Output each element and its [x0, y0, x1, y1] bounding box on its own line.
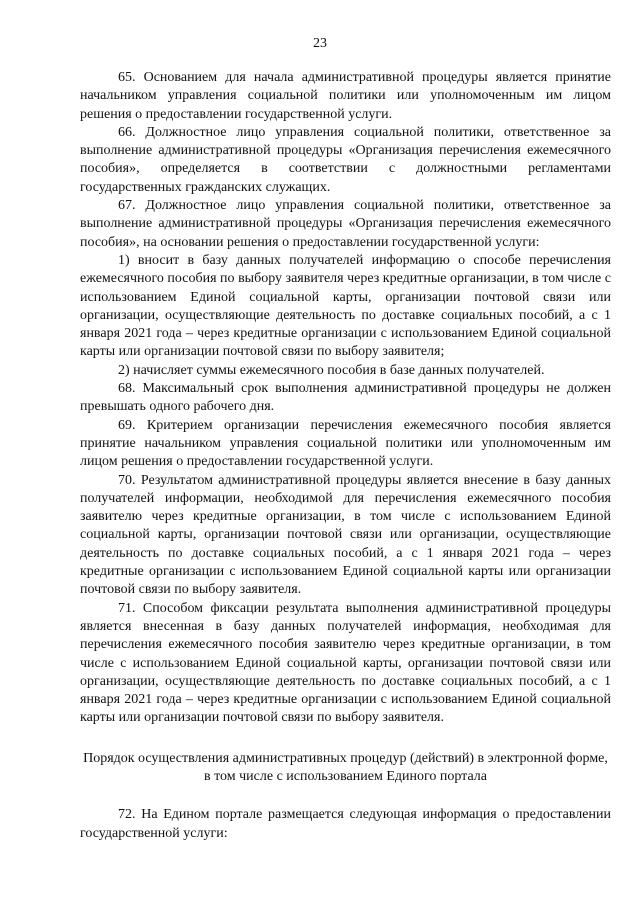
page-content — [80, 69, 611, 843]
page-number: 23 — [313, 36, 327, 51]
paragraph-67-item-2: 2) начисляет суммы ежемесячного пособия в базе данных получателей. — [118, 362, 545, 378]
paragraph-69: 69. Критерием организации перечисления ежемесячного пособия является принятие начальником управления социальной политики или уполномоченным им лицом решения о предоставлении государственной услуги. — [80, 417, 611, 470]
paragraph-68: 68. Максимальный срок выполнения административной процедуры не должен превышать одного рабочего дня. — [80, 381, 611, 415]
paragraph-71: 71. Способом фиксации результата выполнения административной процедуры является внесенная в базу данных получателей информация, необходимая для перечисления ежемесячного пособия заявителю через кредитные организации, в том числе с использованием Единой социальной карты, организации почтовой связи или организации, осуществляющие деятельность по доставке социальных пособий, а с 1 января 2021 года – через кредитные организации с использованием Единой социальной карты или организации почтовой связи по выбору заявителя. — [80, 600, 611, 726]
paragraph-67: 67. Должностное лицо управления социальной политики, ответственное за выполнение административной процедуры «Организация перечисления ежемесячного пособия», на основании решения о предоставлении государственной услуги: — [80, 198, 611, 250]
paragraph-72: 72. На Едином портале размещается следующая информация о предоставлении государственной услуги: — [80, 807, 611, 841]
section-heading: Порядок осуществления административных процедур (действий) в электронной форме, в том числе с использованием Единого портала — [83, 750, 608, 784]
paragraph-65: 65. Основанием для начала административной процедуры является принятие начальником управления социальной политики или уполномоченным им лицом решения о предоставлении государственной услуги. — [80, 70, 611, 122]
paragraph-70: 70. Результатом административной процедуры является внесение в базу данных получателей информации, необходимой для перечисления ежемесячного пособия заявителю через кредитные организации, в том числе с использованием Единой социальной карты, организации почтовой связи или организации, осуществляющие деятельность по доставке социальных пособий, а с 1 января 2021 года – через кредитные организации с использованием Единой социальной карты или организации почтовой связи по выбору заявителя. — [80, 472, 611, 598]
paragraph-67-item-1: 1) вносит в базу данных получателей информацию о способе перечисления ежемесячного пособия по выбору заявителя через кредитные организации, в том числе с использованием Единой социальной карты, организации почтовой связи или организации, осуществляющие деятельность по доставке социальных пособий, а с 1 января 2021 года – через кредитные организации с использованием Единой социальной карты или организации почтовой связи по выбору заявителя; — [80, 252, 611, 360]
paragraph-66: 66. Должностное лицо управления социальной политики, ответственное за выполнение административной процедуры «Организация перечисления ежемесячного пособия», определяется в соответствии с должностными регламентами государственных гражданских служащих. — [80, 124, 611, 195]
